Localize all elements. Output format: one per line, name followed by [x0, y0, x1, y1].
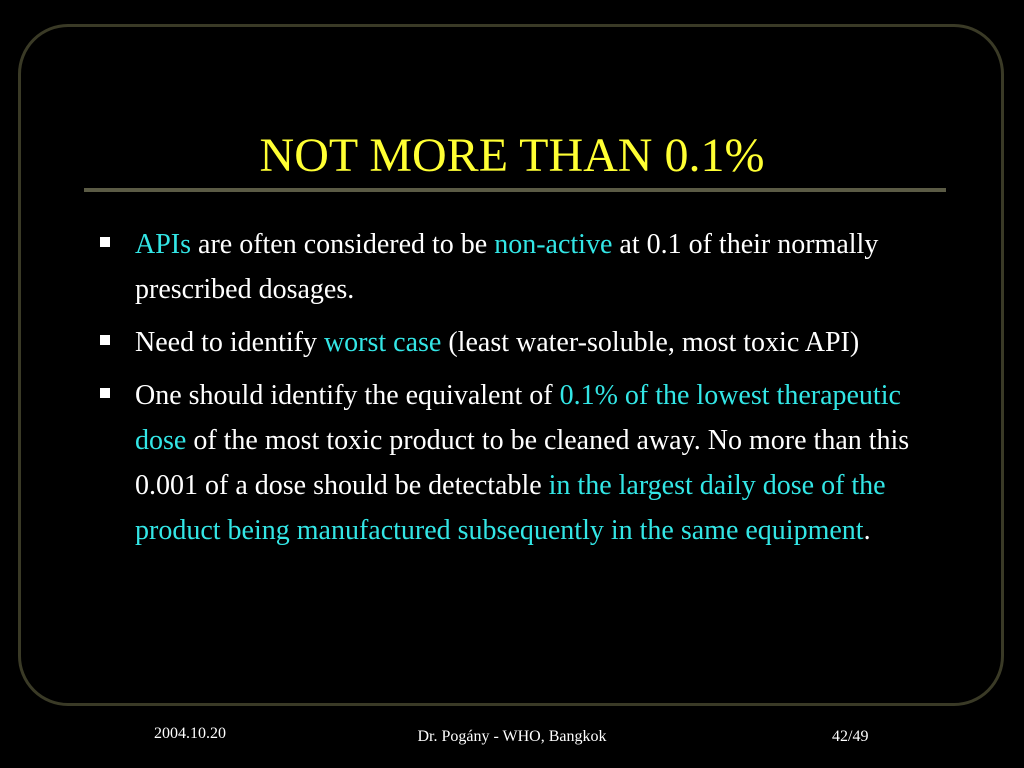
bullet-text-segment: non-active	[494, 229, 613, 260]
bullet-text-segment: worst case	[323, 327, 442, 358]
bullet-list	[98, 222, 918, 561]
bullet-item	[98, 373, 918, 553]
bullet-item	[98, 320, 918, 365]
footer-page-number: 42/49	[832, 728, 869, 745]
bullet-text-segment: Need to identify	[135, 327, 324, 358]
bullet-text-segment: APIs	[135, 229, 192, 260]
bullet-text-segment: .	[863, 515, 871, 546]
bullet-text-segment: of the most toxic product to be cleaned away. No more than this 0.001 of a dose should be detectable	[135, 425, 910, 501]
square-bullet-icon	[100, 237, 110, 247]
title-divider	[84, 188, 946, 192]
footer-date: 2004.10.20	[154, 725, 226, 742]
footer-presenter: Dr. Pogány - WHO, Bangkok	[417, 728, 607, 745]
bullet-text-segment: at 0.1 of their normally prescribed dosages.	[135, 229, 879, 305]
bullet-text-segment: One should identify the equivalent of	[135, 380, 560, 411]
bullet-text-segment: are often considered to be	[191, 229, 495, 260]
bullet-item	[98, 222, 918, 312]
slide-title: NOT MORE THAN 0.1%	[259, 129, 765, 182]
bullet-text-segment: (least water-soluble, most toxic API)	[441, 327, 860, 358]
bullet-text-segment: 0.1% of the lowest therapeutic dose	[135, 380, 901, 456]
square-bullet-icon	[100, 335, 110, 345]
square-bullet-icon	[100, 388, 110, 398]
bullet-text-segment: in the largest daily dose of the product being manufactured subsequently in the same equipment	[135, 470, 886, 546]
